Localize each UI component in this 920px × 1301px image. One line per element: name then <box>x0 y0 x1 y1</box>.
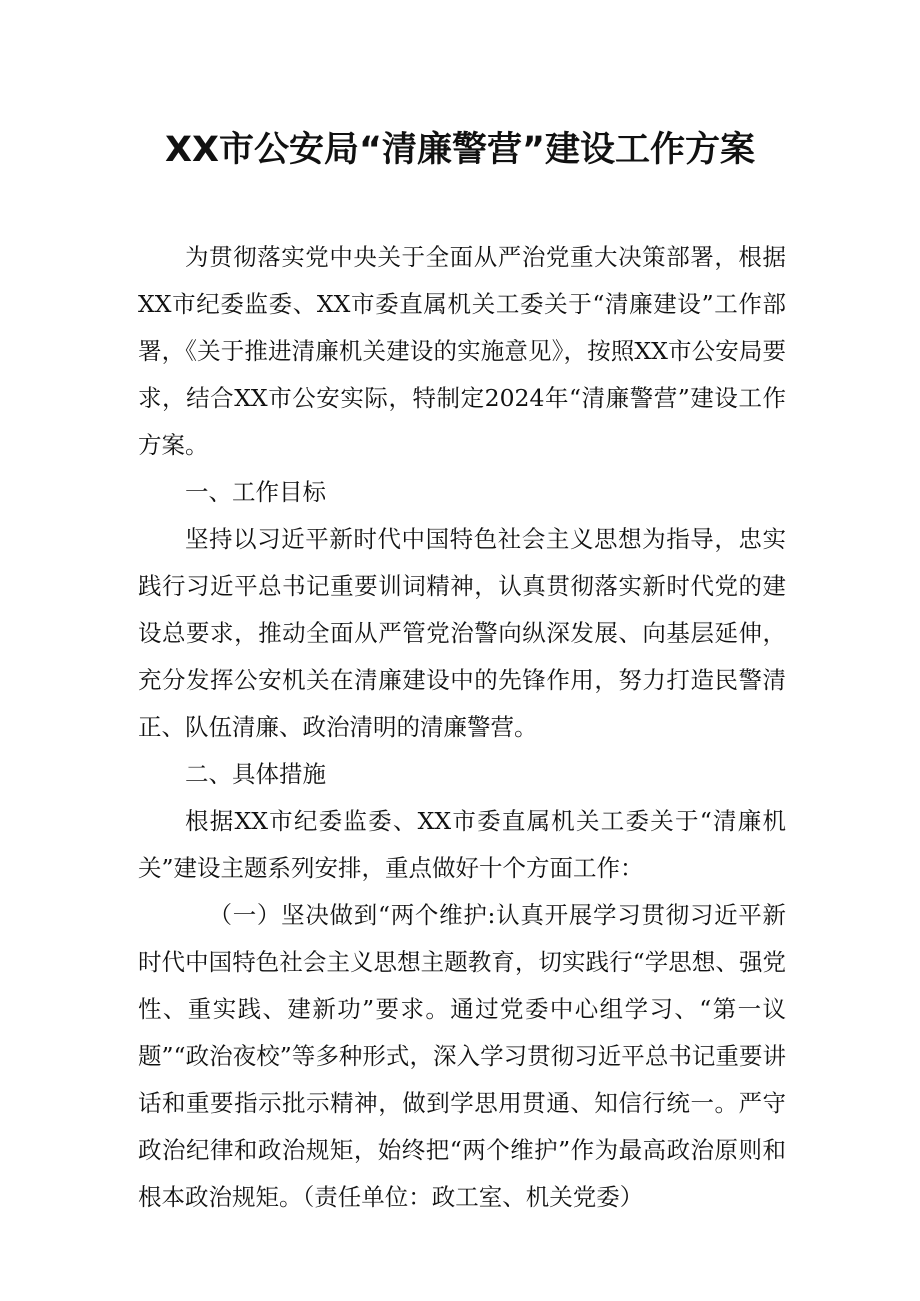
section2-paragraph: 根据XX市纪委监委、XX市委直属机关工委关于“清廉机关”建设主题系列安排，重点做好十个方面工作： <box>138 807 786 882</box>
section2-item1-paragraph: （一）坚决做到“两个维护:认真开展学习贯彻习近平新时代中国特色社会主义思想主题教育，切实践行“学思想、强党性、重实践、建新功”要求。通过党委中心组学习、“第一议题”“政治夜校”等多种形式，深入学习贯彻习近平总书记重要讲话和重要指示批示精神，做到学思用贯通、知信行统一。严守政治纪律和政治规矩，始终把“两个维护”作为最高政治原则和根本政治规矩。（责任单位：政工室、机关党委） <box>138 901 786 1211</box>
intro-paragraph: 为贯彻落实党中央关于全面从严治党重大决策部署，根据XX市纪委监委、XX市委直属机关工委关于“清廉建设”工作部署，《关于推进清廉机关建设的实施意见》，按照XX市公安局要求，结合XX市公安实际，特制定2024年“清廉警营”建设工作方案。 <box>138 243 786 459</box>
section1-heading: 一、工作目标 <box>185 478 326 506</box>
section1-paragraph: 坚持以习近平新时代中国特色社会主义思想为指导，忠实践行习近平总书记重要训词精神，认真贯彻落实新时代党的建设总要求，推动全面从严管党治警向纵深发展、向基层延伸，充分发挥公安机关在清廉建设中的先锋作用，努力打造民警清正、队伍清廉、政治清明的清廉警营。 <box>138 525 786 741</box>
document-title: XX市公安局“清廉警营”建设工作方案 <box>165 130 755 170</box>
document-body <box>138 234 786 1221</box>
section2-heading: 二、具体措施 <box>185 760 326 788</box>
